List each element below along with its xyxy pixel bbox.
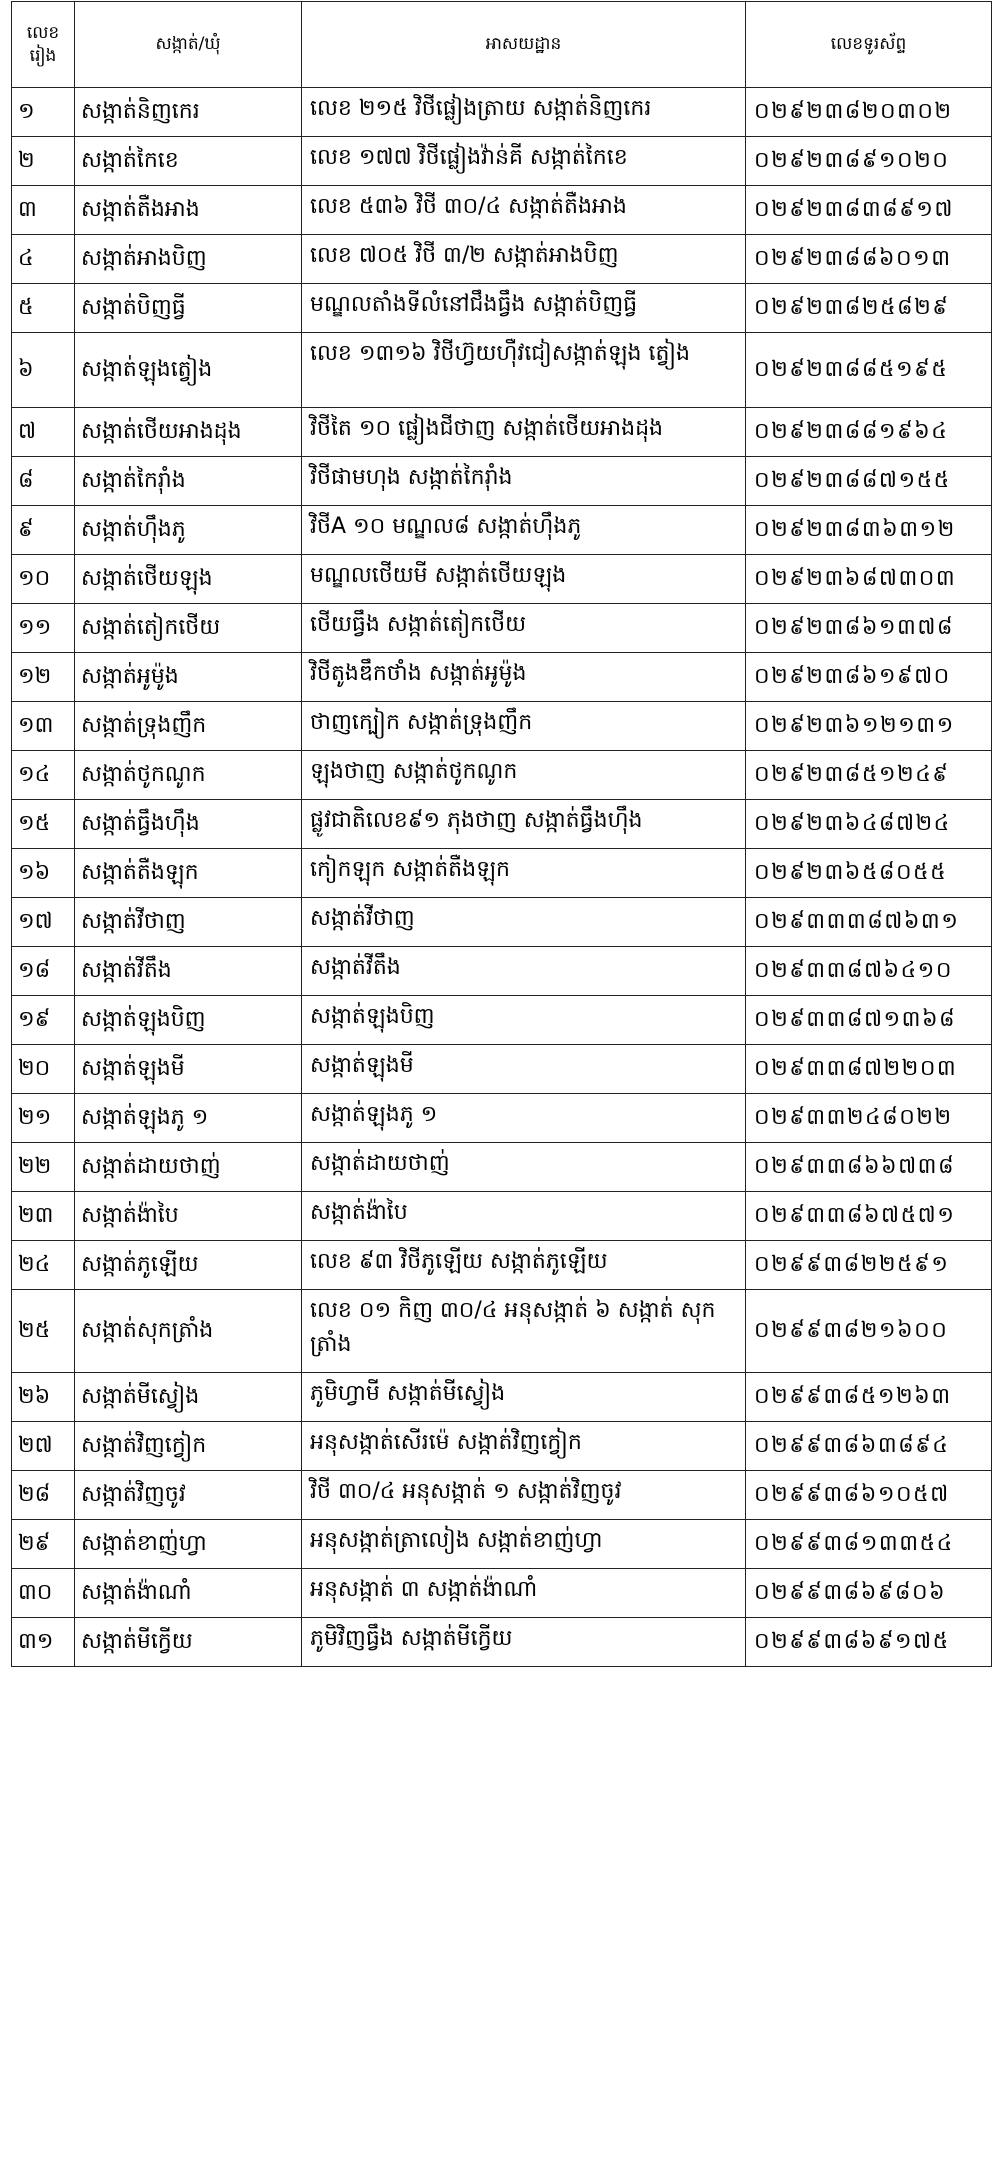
- commune-name: សង្កាត់ឡុងមី: [75, 1045, 302, 1094]
- commune-name: សង្កាត់បិញធ្វី: [75, 284, 302, 333]
- commune-name: សង្កាត់វិញចូវ: [75, 1471, 302, 1520]
- row-number: ១៤: [12, 751, 75, 800]
- phone-number: ០២៩៩៣៨២១៦០០: [746, 1290, 992, 1373]
- commune-name: សង្កាត់ថូកណូក: [75, 751, 302, 800]
- commune-name: សង្កាត់តៀកថើយ: [75, 604, 302, 653]
- phone-number: ០២៩៣៣២៤៨០២២: [746, 1094, 992, 1143]
- commune-name: សង្កាត់និញកេរ: [75, 88, 302, 137]
- table-row: [12, 1618, 992, 1667]
- commune-name: សង្កាត់តឺងអាង: [75, 186, 302, 235]
- commune-name: សង្កាត់អូម៉ូង: [75, 653, 302, 702]
- address: សង្កាត់វីតឹង: [302, 947, 746, 996]
- table-row: [12, 751, 992, 800]
- address: អនុសង្កាត់ត្រាលៀង សង្កាត់ខាញ់ហ្វា: [302, 1520, 746, 1569]
- table-row: [12, 333, 992, 408]
- phone-number: ០២៩២៣៨៨៦០១៣: [746, 235, 992, 284]
- address: វិថីA ១០ មណ្ឌល៨ សង្កាត់ហ៊ឹងភូ: [302, 506, 746, 555]
- row-number: ១៣: [12, 702, 75, 751]
- row-number: ១១: [12, 604, 75, 653]
- commune-name: សង្កាត់ធ្វឹងហ៊ឹង: [75, 800, 302, 849]
- commune-name: សង្កាត់មីក្វើយ: [75, 1618, 302, 1667]
- commune-name: សង្កាត់ហ៊ឹងភូ: [75, 506, 302, 555]
- table-row: [12, 947, 992, 996]
- row-number: ២៤: [12, 1241, 75, 1290]
- commune-name: សង្កាត់វិញក្វៀក: [75, 1422, 302, 1471]
- address: មណ្ឌលតាំងទីលំនៅជឹងធ្វឹង សង្កាត់បិញធ្វី: [302, 284, 746, 333]
- phone-number: ០២៩២៣៦៤៨៧២៤: [746, 800, 992, 849]
- phone-number: ០២៩៩៣៨៦៣៨៩៤: [746, 1422, 992, 1471]
- row-number: ៣: [12, 186, 75, 235]
- commune-name: សង្កាត់ភូឡើយ: [75, 1241, 302, 1290]
- address: វិថីតៃ ១០ ផ្លៀងជីថាញ សង្កាត់ថើយអាងដុង: [302, 408, 746, 457]
- address: វិថីតូងឌឹកថាំង សង្កាត់អូម៉ូង: [302, 653, 746, 702]
- address: លេខ ៥៣៦ វិថី ៣០/៤ សង្កាត់តឺងអាង: [302, 186, 746, 235]
- commune-name: សង្កាត់កៃរ៉ាំង: [75, 457, 302, 506]
- header-address: អាសយដ្ឋាន: [302, 2, 746, 88]
- table-row: [12, 555, 992, 604]
- row-number: ២: [12, 137, 75, 186]
- phone-number: ០២៩៣៣៣៨៧៦៣១: [746, 898, 992, 947]
- address: ភូមិហ្វាមី សង្កាត់មីស្វៀង: [302, 1373, 746, 1422]
- row-number: ១៥: [12, 800, 75, 849]
- address: វិថីផាមហុង សង្កាត់កៃរ៉ាំង: [302, 457, 746, 506]
- phone-number: ០២៩២៣៦១២១៣១: [746, 702, 992, 751]
- table-row: [12, 506, 992, 555]
- row-number: ២៨: [12, 1471, 75, 1520]
- address: លេខ ១៧៧ វិថីផ្លៀងវ៉ាន់គី សង្កាត់កៃខេ: [302, 137, 746, 186]
- table-row: [12, 1373, 992, 1422]
- table-row: [12, 284, 992, 333]
- commune-name: សង្កាត់មីស្វៀង: [75, 1373, 302, 1422]
- phone-number: ០២៩៩៣៨២២៥៩១: [746, 1241, 992, 1290]
- table-row: [12, 604, 992, 653]
- phone-number: ០២៩៩៣៨៦៩១៧៥: [746, 1618, 992, 1667]
- address: សង្កាត់វីថាញ: [302, 898, 746, 947]
- commune-name: សង្កាត់ដាយថាញ់: [75, 1143, 302, 1192]
- header-phone: លេខទូរស័ព្ទ: [746, 2, 992, 88]
- row-number: ២១: [12, 1094, 75, 1143]
- phone-number: ០២៩២៣៨៦១៩៧០: [746, 653, 992, 702]
- commune-name: សង្កាត់ទ្រុងញឹក: [75, 702, 302, 751]
- row-number: ៧: [12, 408, 75, 457]
- phone-number: ០២៩២៣៨៦១៣៧៨: [746, 604, 992, 653]
- row-number: ៥: [12, 284, 75, 333]
- address: លេខ ១៣១៦ វិថីហ៊្វយហ៊ឺវជៀសង្កាត់ឡុង ត្វៀង: [302, 333, 746, 408]
- table-header-row: [12, 2, 992, 88]
- phone-number: ០២៩២៣៨២០៣០២: [746, 88, 992, 137]
- phone-number: ០២៩៣៣៨៦៦៧៣៨: [746, 1143, 992, 1192]
- table-row: [12, 457, 992, 506]
- row-number: ២៧: [12, 1422, 75, 1471]
- address: ភូមិវិញធ្វឹង សង្កាត់មីក្វើយ: [302, 1618, 746, 1667]
- row-number: ៣០: [12, 1569, 75, 1618]
- phone-number: ០២៩២៣៨៥១២៤៩: [746, 751, 992, 800]
- address: ឡុងថាញ សង្កាត់ថូកណូក: [302, 751, 746, 800]
- commune-name: សង្កាត់ថើយឡុង: [75, 555, 302, 604]
- table-row: [12, 408, 992, 457]
- header-no: លេខ រៀង: [12, 2, 75, 88]
- table-row: [12, 1471, 992, 1520]
- table-row: [12, 1192, 992, 1241]
- phone-number: ០២៩៩៣៨៦៩៨០៦: [746, 1569, 992, 1618]
- address: វិថី ៣០/៤ អនុសង្កាត់ ១ សង្កាត់វិញចូវ: [302, 1471, 746, 1520]
- row-number: ១៩: [12, 996, 75, 1045]
- row-number: ៨: [12, 457, 75, 506]
- address: សង្កាត់ដាយថាញ់: [302, 1143, 746, 1192]
- commune-name: សង្កាត់ឡុងភូ ១: [75, 1094, 302, 1143]
- row-number: ១០: [12, 555, 75, 604]
- table-row: [12, 235, 992, 284]
- row-number: ២២: [12, 1143, 75, 1192]
- phone-number: ០២៩២៣៨៣៨៩១៧: [746, 186, 992, 235]
- address: ថាញក្បៀក សង្កាត់ទ្រុងញឹក: [302, 702, 746, 751]
- row-number: ១៨: [12, 947, 75, 996]
- row-number: ២៦: [12, 1373, 75, 1422]
- address: សង្កាត់ឡុងភូ ១: [302, 1094, 746, 1143]
- row-number: ៦: [12, 333, 75, 408]
- address: សង្កាត់ឡុងបិញ: [302, 996, 746, 1045]
- table-row: [12, 1241, 992, 1290]
- row-number: ១៧: [12, 898, 75, 947]
- header-commune: សង្កាត់/ឃុំ: [75, 2, 302, 88]
- phone-number: ០២៩៩៣៨១៣៣៥៤: [746, 1520, 992, 1569]
- contact-table: [11, 1, 992, 1667]
- row-number: ៣១: [12, 1618, 75, 1667]
- table-row: [12, 186, 992, 235]
- commune-name: សង្កាត់កៃខេ: [75, 137, 302, 186]
- address: លេខ ២១៥ វិថីផ្លៀងត្រាយ សង្កាត់និញកេរ: [302, 88, 746, 137]
- table-row: [12, 1290, 992, 1373]
- phone-number: ០២៩៩៣៨៦១០៥៧: [746, 1471, 992, 1520]
- address: លេខ ៧០៥ វិថី ៣/២ សង្កាត់អាងបិញ: [302, 235, 746, 284]
- address: លេខ ០១ កិញ ៣០/៤ អនុសង្កាត់ ៦ សង្កាត់ សុកត្រាំង: [302, 1290, 746, 1373]
- phone-number: ០២៩២៣៨៣៦៣១២: [746, 506, 992, 555]
- commune-name: សង្កាត់ថើយអាងដុង: [75, 408, 302, 457]
- table-row: [12, 1422, 992, 1471]
- phone-number: ០២៩២៣៨៨៥១៩៥: [746, 333, 992, 408]
- table-row: [12, 1569, 992, 1618]
- address: អនុសង្កាត់សើរម៉េ សង្កាត់វិញក្វៀក: [302, 1422, 746, 1471]
- row-number: ៩: [12, 506, 75, 555]
- phone-number: ០២៩៣៣៨៦៧៥៧១: [746, 1192, 992, 1241]
- table-row: [12, 1143, 992, 1192]
- address: លេខ ៩៣ វិថីភូឡើយ សង្កាត់ភូឡើយ: [302, 1241, 746, 1290]
- phone-number: ០២៩៣៣៨៧៦៤១០: [746, 947, 992, 996]
- phone-number: ០២៩២៣៨៨១៩៦៤: [746, 408, 992, 457]
- row-number: ២០: [12, 1045, 75, 1094]
- commune-name: សង្កាត់ខាញ់ហ្វា: [75, 1520, 302, 1569]
- address: កៀកឡុក សង្កាត់តឺងឡុក: [302, 849, 746, 898]
- commune-name: សង្កាត់តឺងឡុក: [75, 849, 302, 898]
- table-row: [12, 1094, 992, 1143]
- commune-name: សង្កាត់សុកត្រាំង: [75, 1290, 302, 1373]
- row-number: ១: [12, 88, 75, 137]
- address: ថើយធ្វឹង សង្កាត់តៀកថើយ: [302, 604, 746, 653]
- table-row: [12, 1520, 992, 1569]
- address: អនុសង្កាត់ ៣ សង្កាត់ង៉ាណាំ: [302, 1569, 746, 1618]
- commune-name: សង្កាត់វីតឹង: [75, 947, 302, 996]
- address: មណ្ឌលថើយមី សង្កាត់ថើយឡុង: [302, 555, 746, 604]
- commune-name: សង្កាត់វីថាញ: [75, 898, 302, 947]
- table-row: [12, 1045, 992, 1094]
- commune-name: សង្កាត់ង៉ាបៃ: [75, 1192, 302, 1241]
- commune-name: សង្កាត់អាងបិញ: [75, 235, 302, 284]
- phone-number: ០២៩៣៣៨៧២២០៣: [746, 1045, 992, 1094]
- table-row: [12, 800, 992, 849]
- row-number: ១២: [12, 653, 75, 702]
- table-row: [12, 653, 992, 702]
- address: ផ្លូវជាតិលេខ៩១ ភុងថាញ សង្កាត់ធ្វឹងហ៊ឹង: [302, 800, 746, 849]
- commune-name: សង្កាត់ឡុងបិញ: [75, 996, 302, 1045]
- phone-number: ០២៩២៣៨២៥៨២៩: [746, 284, 992, 333]
- phone-number: ០២៩២៣៦៨៧៣០៣: [746, 555, 992, 604]
- commune-name: សង្កាត់ឡុងត្វៀង: [75, 333, 302, 408]
- phone-number: ០២៩៩៣៨៥១២៦៣: [746, 1373, 992, 1422]
- row-number: ២៩: [12, 1520, 75, 1569]
- table-body: [12, 88, 992, 1667]
- table-row: [12, 137, 992, 186]
- table-row: [12, 849, 992, 898]
- phone-number: ០២៩៣៣៨៧១៣៦៨: [746, 996, 992, 1045]
- row-number: ២៣: [12, 1192, 75, 1241]
- row-number: ១៦: [12, 849, 75, 898]
- table-row: [12, 702, 992, 751]
- table-row: [12, 898, 992, 947]
- phone-number: ០២៩២៣៨៩១០២០: [746, 137, 992, 186]
- row-number: ៤: [12, 235, 75, 284]
- row-number: ២៥: [12, 1290, 75, 1373]
- commune-name: សង្កាត់ង៉ាណាំ: [75, 1569, 302, 1618]
- table-row: [12, 996, 992, 1045]
- table-row: [12, 88, 992, 137]
- address: សង្កាត់ឡុងមី: [302, 1045, 746, 1094]
- phone-number: ០២៩២៣៨៨៧១៥៥: [746, 457, 992, 506]
- address: សង្កាត់ង៉ាបៃ: [302, 1192, 746, 1241]
- phone-number: ០២៩២៣៦៥៨០៥៥: [746, 849, 992, 898]
